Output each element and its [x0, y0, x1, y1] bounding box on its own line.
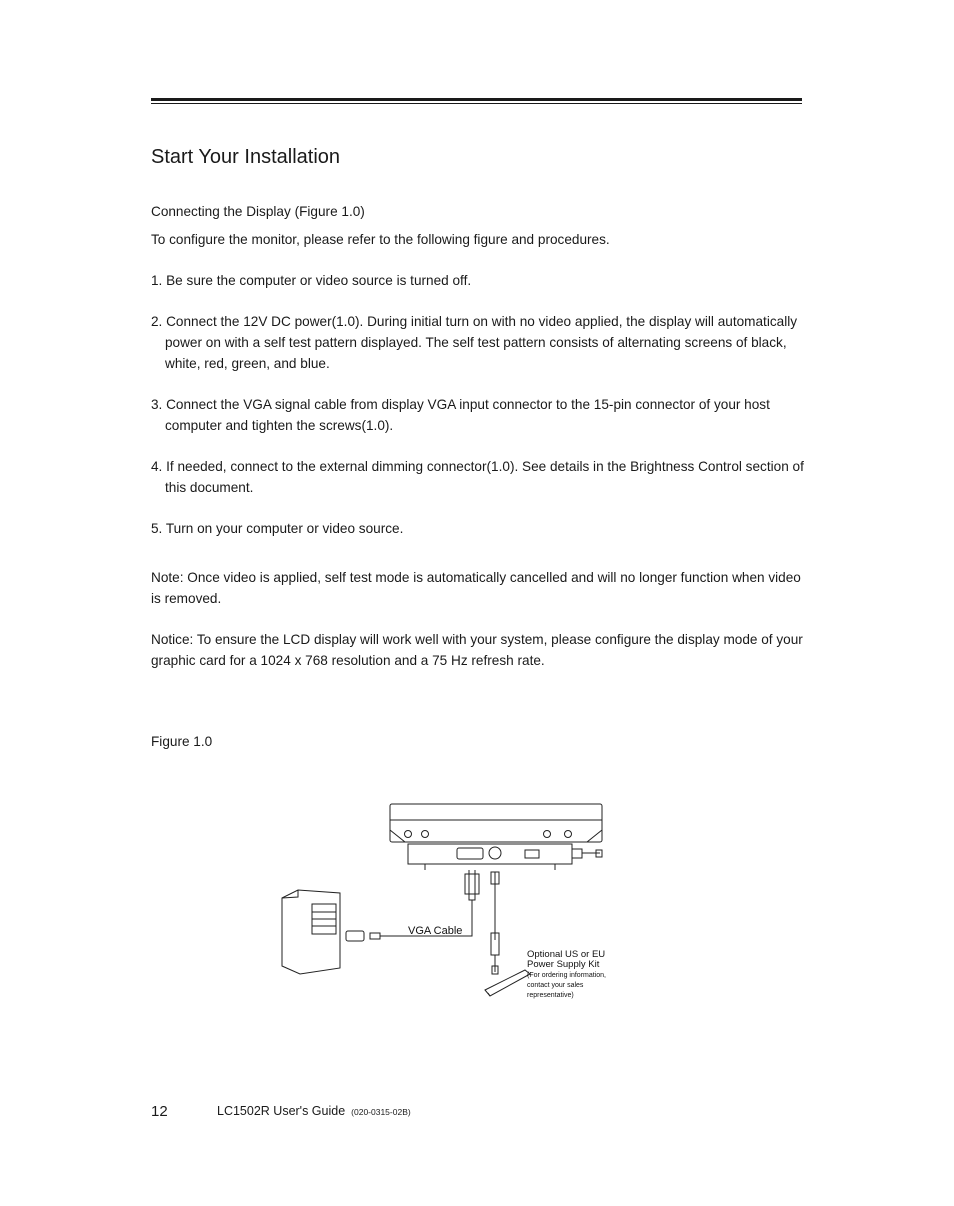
kit-label-line2: Power Supply Kit — [527, 959, 600, 970]
notice-text: Notice: To ensure the LCD display will work well with your system, please configure the display mode of your graphic card for a 1024 x 768 resolution and a 75 Hz refresh rate. — [151, 632, 803, 668]
step-4: 4. If needed, connect to the external dimming connector(1.0). See details in the Brightness Control section of this document. — [151, 459, 804, 495]
kit-label-line3: (For ordering information, — [527, 972, 606, 979]
doc-code: (020-0315-02B) — [351, 1107, 411, 1117]
kit-label-line5: representative) — [527, 992, 574, 999]
header-rule-thick — [151, 98, 802, 101]
header-rule-thin — [151, 103, 802, 104]
guide-title: LC1502R User's Guide — [217, 1104, 346, 1118]
step-1: 1. Be sure the computer or video source is turned off. — [151, 273, 472, 288]
kit-label-line4: contact your sales — [527, 982, 584, 989]
subheading: Connecting the Display (Figure 1.0) — [151, 204, 365, 219]
connection-figure — [270, 790, 690, 1020]
step-5: 5. Turn on your computer or video source. — [151, 521, 404, 536]
section-title: Start Your Installation — [151, 146, 341, 168]
note-text: Note: Once video is applied, self test mode is automatically cancelled and will no longer function when video is removed. — [151, 570, 801, 606]
connection-diagram — [270, 790, 690, 1020]
footer-guide-line — [217, 1104, 411, 1118]
computer-tower-illustration — [282, 890, 340, 974]
vga-cable-label: VGA Cable — [408, 925, 463, 937]
figure-caption: Figure 1.0 — [151, 734, 213, 749]
power-cable-illustration — [485, 872, 530, 996]
monitor-rear-illustration — [390, 804, 602, 870]
step-2: 2. Connect the 12V DC power(1.0). During initial turn on with no video applied, the display will automatically power on with a self test pattern displayed. The self test pattern consists of alternating screens of black, white, red, green, and blue. — [151, 314, 798, 371]
page-number: 12 — [151, 1103, 168, 1120]
kit-label-line1: Optional US or EU — [527, 949, 606, 960]
intro-text: To configure the monitor, please refer to the following figure and procedures. — [151, 232, 610, 247]
step-3: 3. Connect the VGA signal cable from display VGA input connector to the 15-pin connector of your host computer and tighten the screws(1.0). — [151, 397, 770, 433]
